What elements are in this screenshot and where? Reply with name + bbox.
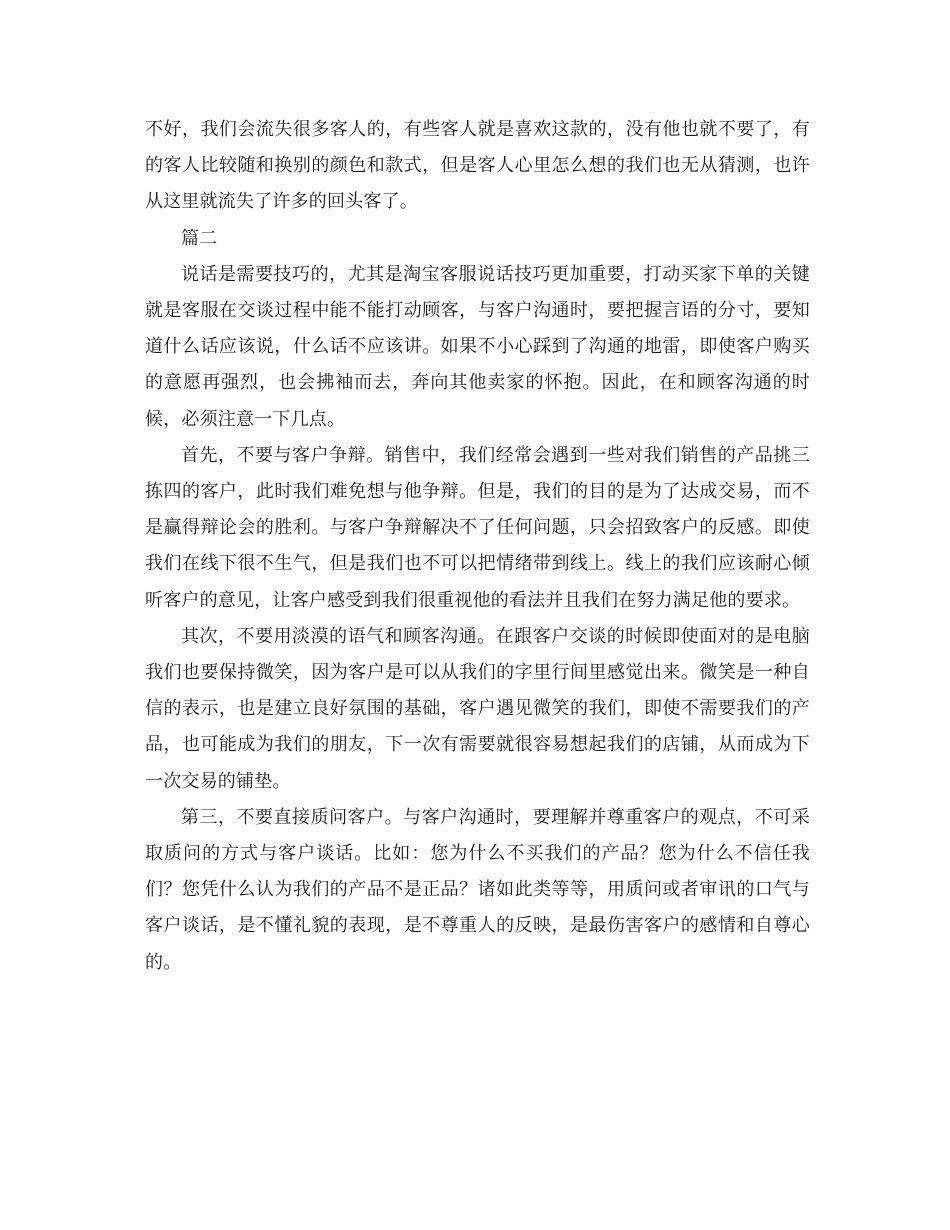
- paragraph-intro: 说话是需要技巧的，尤其是淘宝客服说话技巧更加重要，打动买家下单的关键就是客服在交谈过程中能不能打动顾客，与客户沟通时，要把握言语的分寸，要知道什么话应该说，什么话不应该讲。如果不小心踩到了沟通的地雷，即使客户购买的意愿再强烈，也会拂袖而去，奔向其他卖家的怀抱。因此，在和顾客沟通的时候，必须注意一下几点。: [145, 263, 810, 430]
- paragraph-point-three: 第三，不要直接质问客户。与客户沟通时，要理解并尊重客户的观点，不可采取质问的方式与客户谈话。比如：您为什么不买我们的产品？您为什么不信任我们？您凭什么认为我们的产品不是正品？诸如此类等等，用质问或者审讯的口气与客户谈话，是不懂礼貌的表现，是不尊重人的反映，是最伤害客户的感情和自尊心的。: [145, 806, 810, 973]
- document-page: [145, 112, 810, 981]
- paragraph-point-two: 其次，不要用淡漠的语气和顾客沟通。在跟客户交谈的时候即使面对的是电脑我们也要保持微笑，因为客户是可以从我们的字里行间里感觉出来。微笑是一种自信的表示，也是建立良好氛围的基础，客户遇见微笑的我们，即使不需要我们的产品，也可能成为我们的朋友，下一次有需要就很容易想起我们的店铺，从而成为下一次交易的铺垫。: [145, 625, 810, 792]
- paragraph-point-one: 首先，不要与客户争辩。销售中，我们经常会遇到一些对我们销售的产品挑三拣四的客户，此时我们难免想与他争辩。但是，我们的目的是为了达成交易，而不是赢得辩论会的胜利。与客户争辩解决不了任何问题，只会招致客户的反感。即使我们在线下很不生气，但是我们也不可以把情绪带到线上。线上的我们应该耐心倾听客户的意见，让客户感受到我们很重视他的看法并且我们在努力满足他的要求。: [145, 444, 810, 611]
- section-heading: 篇二: [181, 227, 218, 249]
- paragraph-continuation: 不好，我们会流失很多客人的，有些客人就是喜欢这款的，没有他也就不要了，有的客人比较随和换别的颜色和款式，但是客人心里怎么想的我们也无从猜测，也许从这里就流失了许多的回头客了。: [145, 119, 810, 213]
